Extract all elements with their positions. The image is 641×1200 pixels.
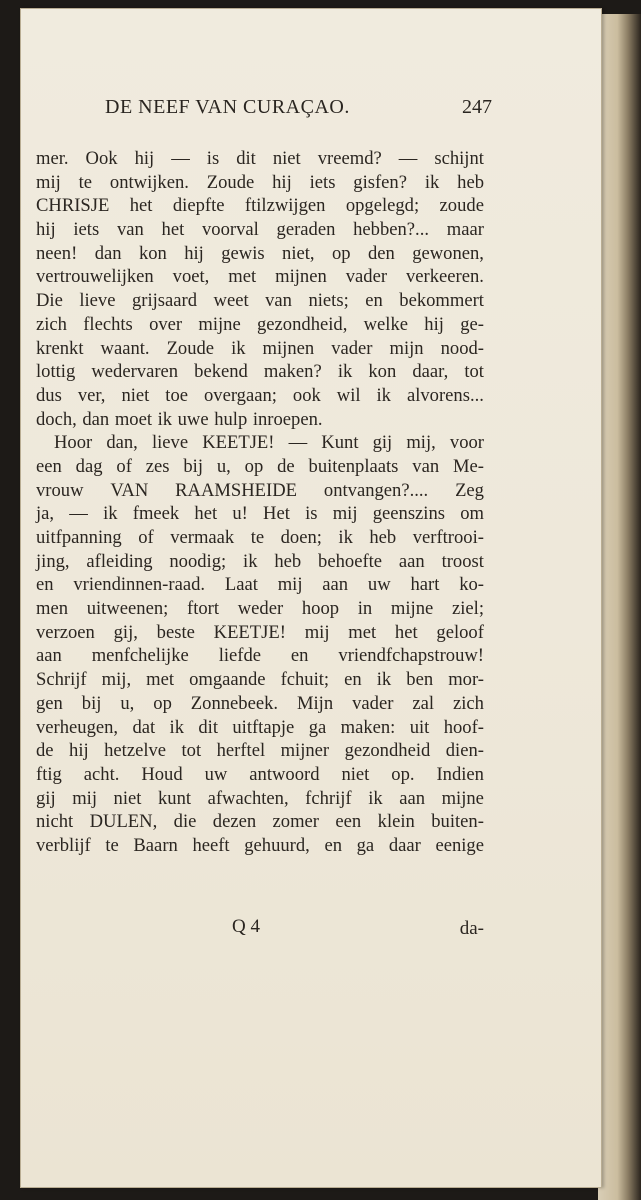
word: is [206,148,220,169]
word: vriendfchapstrouw! [338,645,484,667]
word: dien- [445,740,484,762]
word: en [290,645,309,667]
word: hoof- [443,716,484,738]
word: hulp [214,408,248,430]
word: hij [272,171,292,193]
word: hij [424,313,444,335]
text-line [36,810,484,834]
word: gen [36,692,63,714]
word: grijsaard [131,290,198,312]
word: vader [331,337,373,359]
word: Die [36,290,63,312]
word: ik [231,337,246,359]
word: vreemd? [317,148,382,169]
word: maar [446,219,484,241]
word: toe [165,384,189,406]
word: bij [183,455,203,477]
word: ko- [459,574,484,596]
word: den [367,242,395,264]
word: en [344,669,362,691]
word: wil [336,384,361,406]
word: KEETJE! [202,432,275,454]
text-line [36,479,484,503]
word: gij [372,432,393,454]
word: mij [277,574,303,596]
word: neen! [36,242,78,264]
word: bekommert [399,290,484,312]
word: — [69,503,88,525]
text-line [36,834,484,858]
word: mijner [280,740,330,762]
word: uitweenen; [86,598,169,620]
word: weder [237,598,284,620]
word: gewis [221,242,265,264]
word: om [460,503,484,525]
page-number: 247 [462,96,492,118]
word: welke [363,313,409,335]
word: mor- [448,669,484,691]
word: buitenplaats [308,455,399,477]
word: uit [409,716,430,738]
page-edge [598,14,641,1200]
word: op [331,242,351,264]
word: menfchelijke [91,645,189,667]
word: weet [213,290,249,312]
word: uw [204,763,228,785]
word: vader [352,692,394,714]
text-line [36,716,484,740]
word: mijne [390,598,434,620]
word: voorval [201,219,259,241]
text-line [36,692,484,716]
word: ik [368,787,383,809]
word: gewonen, [412,242,484,264]
word: gij, [113,621,138,643]
word: ik [338,527,353,548]
word: en [324,834,342,856]
word: heeft [192,834,230,856]
word: Laat [224,574,258,596]
word: nicht [36,811,74,833]
text-line [36,313,484,337]
word: mijnen [275,266,327,288]
word: mer. [36,148,69,169]
text-line [36,573,484,597]
word: — [288,432,308,454]
text-line [36,455,484,479]
word: niet [341,763,370,785]
word: Het [263,503,290,525]
word: omgaande [189,669,266,691]
word: mij [332,503,358,525]
word: op. [391,763,415,785]
word: ga [308,716,327,738]
word: lottig [36,361,76,383]
text-line [36,147,484,171]
word: kunt [157,787,192,809]
text-line [36,644,484,668]
word: gij [36,787,56,809]
word: dan, [106,432,138,454]
word: vrouw [36,479,84,501]
word: mij, [406,432,436,454]
text-line [36,739,484,763]
text-line [36,787,484,811]
word: niet [113,787,142,809]
word: uitftapje [232,716,295,738]
word: klein [377,811,415,833]
running-head [100,96,500,126]
word: ik [424,171,440,193]
word: uw [367,574,391,596]
word: vriendinnen-raad. [73,574,206,596]
word: mijne [441,787,484,809]
word: CHRISJE [36,195,110,217]
word: Ook [85,148,118,169]
word: vader [345,266,388,288]
text-line [36,384,484,408]
word: op [244,455,264,477]
word: herftel [216,740,266,762]
word: ver, [77,384,106,406]
word: hij [184,242,204,264]
word: ben [406,669,434,691]
word: beste [156,621,195,643]
word: aan [36,645,62,667]
word: verheugen, [36,716,119,738]
word: zes [145,455,170,477]
word: Me- [452,455,484,477]
word: hoop [301,598,340,620]
word: behoefte [318,550,383,572]
word: of [116,455,132,477]
word: doen; [280,527,322,548]
word: daar [388,834,421,856]
word: met [228,266,257,288]
word: gezondheid, [257,313,348,335]
word: en [365,290,383,312]
word: mijnen [262,337,315,359]
word: gehuurd, [244,834,310,856]
word: zich [36,313,67,335]
word: te [78,171,93,193]
word: flechts [83,313,133,335]
word: dit [236,148,256,169]
word: van [412,455,440,477]
word: u! [232,503,248,525]
word: Indien [436,763,484,785]
word: Zeg [455,479,484,501]
word: iets [73,219,100,241]
word: wedervaren [91,361,179,383]
word: niet, [282,242,315,264]
word: hetzelve [104,740,167,762]
word: met [348,621,377,643]
body-text [36,147,484,858]
word: geraden [276,219,336,241]
text-line [36,194,484,218]
word: daar, [412,361,449,383]
word: mij, [101,669,132,691]
word: een [36,455,62,477]
word: of [138,527,154,548]
word: lieve [79,290,116,312]
word: ik [337,361,353,383]
word: kon [138,242,167,264]
word: de [36,740,54,762]
word: ik [157,408,173,430]
word: zich [452,692,484,714]
word: Hoor [54,432,93,454]
word: ge- [460,313,484,335]
text-line [36,668,484,692]
word: aan [398,550,425,572]
word: heb [369,527,397,548]
word: ik [376,669,392,691]
word: noodig; [169,550,227,572]
word: nood- [440,337,484,359]
word: schijnt [434,148,484,169]
word: afwachten, [207,787,289,809]
word: het [161,219,185,241]
text-line [36,621,484,645]
word: het [194,503,218,525]
word: niet [272,148,301,169]
word: VAN [110,479,149,501]
word: acht. [83,763,120,785]
word: Schrijf [36,669,87,691]
word: bij [81,692,102,714]
word: verzoen [36,621,95,643]
word: gisfen? [353,171,407,193]
word: maken: [340,716,396,738]
word: moet [114,408,152,430]
word: doch, [36,408,77,430]
word: dat [132,716,156,738]
word: alvorens... [406,384,484,406]
text-line [36,526,484,550]
word: ja, [36,503,55,525]
word: op [153,692,172,714]
word: waant. [100,337,150,359]
page-footer [36,916,484,946]
word: de [277,455,295,477]
word: hart [410,574,440,596]
word: hij [134,148,155,169]
word: afleiding [86,550,153,572]
word: verkeeren. [406,266,484,288]
word: zal [412,692,434,714]
word: dus [36,384,62,406]
word: hebben?... [353,219,430,241]
text-line [36,360,484,384]
text-line [36,289,484,313]
word: — [171,148,190,169]
text-line [36,171,484,195]
word: aan [399,787,426,809]
word: heb [274,550,302,572]
word: Kunt [321,432,359,454]
word: in [357,598,373,620]
word: tot [464,361,484,383]
word: en [36,574,54,596]
word: uwe [177,408,209,430]
word: dan [82,408,110,430]
word: over [149,313,183,335]
word: antwoord [249,763,320,785]
text-line [36,597,484,621]
word: inroepen. [252,408,323,430]
word: ga [356,834,375,856]
word: mij [304,621,330,643]
word: mijn [389,337,424,359]
running-head-title: DE NEEF VAN CURAÇAO. [105,96,350,118]
word: fchrijf [305,787,352,809]
word: ontvangen?.... [323,479,429,501]
word: voor [449,432,484,454]
word: kon [368,361,397,383]
word: overgaan; [203,384,277,406]
word: aan [322,574,349,596]
word: Zoude [166,337,215,359]
word: voet, [172,266,210,288]
word: ftig [36,763,62,785]
word: buiten- [431,811,484,833]
word: fmeek [132,503,180,525]
word: te [250,527,265,548]
word: KEETJE! [213,621,286,643]
word: — [398,148,418,169]
word: fchuit; [280,669,330,691]
word: dezen [212,811,257,833]
word: Zonnebeek. [190,692,279,714]
word: het [394,621,418,643]
word: verblijf [36,834,91,856]
word: vertrouwelijken [36,266,154,288]
text-line [36,763,484,787]
word: bekend [194,361,248,383]
word: niet [121,384,150,406]
word: jing, [36,550,70,572]
word: opgelegd; [345,195,420,217]
word: ook [292,384,321,406]
word: het [129,195,153,217]
word: ziel; [451,598,484,620]
word: vermaak [170,527,235,548]
word: RAAMSHEIDE [175,479,298,501]
word: ik [169,716,184,738]
word: ik [376,384,391,406]
word: ik [103,503,118,525]
word: liefde [218,645,262,667]
word: geenszins [372,503,446,525]
text-line [36,431,484,455]
text-line [36,408,484,432]
word: tot [181,740,202,762]
word: lieve [151,432,189,454]
text-line [36,265,484,289]
word: u, [120,692,135,714]
word: geloof [436,621,484,643]
word: dag [75,455,103,477]
word: troost [441,550,484,572]
word: Baarn [133,834,178,856]
text-line [36,242,484,266]
word: niets; [308,290,349,312]
word: zoude [439,195,484,217]
word: die [173,811,197,833]
word: dan [94,242,122,264]
word: van [116,219,144,241]
word: krenkt [36,337,84,359]
word: hij [36,219,56,241]
word: mij [36,171,61,193]
word: van [265,290,292,312]
signature-mark: Q 4 [232,916,260,937]
word: heb [457,171,484,193]
catchword: da- [459,918,484,939]
word: te [105,834,119,856]
word: met [146,669,175,691]
word: Houd [141,763,183,785]
text-line [36,550,484,574]
word: mij [72,787,97,809]
word: ftort [187,598,220,620]
word: maken? [263,361,322,383]
word: ontwijken. [109,171,189,193]
word: uitfpanning [36,527,122,548]
word: een [335,811,362,833]
word: diepfte [172,195,225,217]
text-line [36,218,484,242]
word: hij [69,740,89,762]
word: mijne [198,313,241,335]
word: ftilzwijgen [244,195,326,217]
word: zomer [272,811,320,833]
word: verftrooi- [412,527,484,548]
word: eenige [435,834,484,856]
text-line [36,502,484,526]
text-line [36,337,484,361]
word: is [305,503,318,525]
word: Zoude [206,171,255,193]
word: iets [309,171,336,193]
word: gezondheid [344,740,431,762]
word: men [36,598,69,620]
word: DULEN, [89,811,158,833]
word: u, [216,455,231,477]
word: dit [198,716,218,738]
word: Mijn [296,692,334,714]
word: ik [243,550,258,572]
